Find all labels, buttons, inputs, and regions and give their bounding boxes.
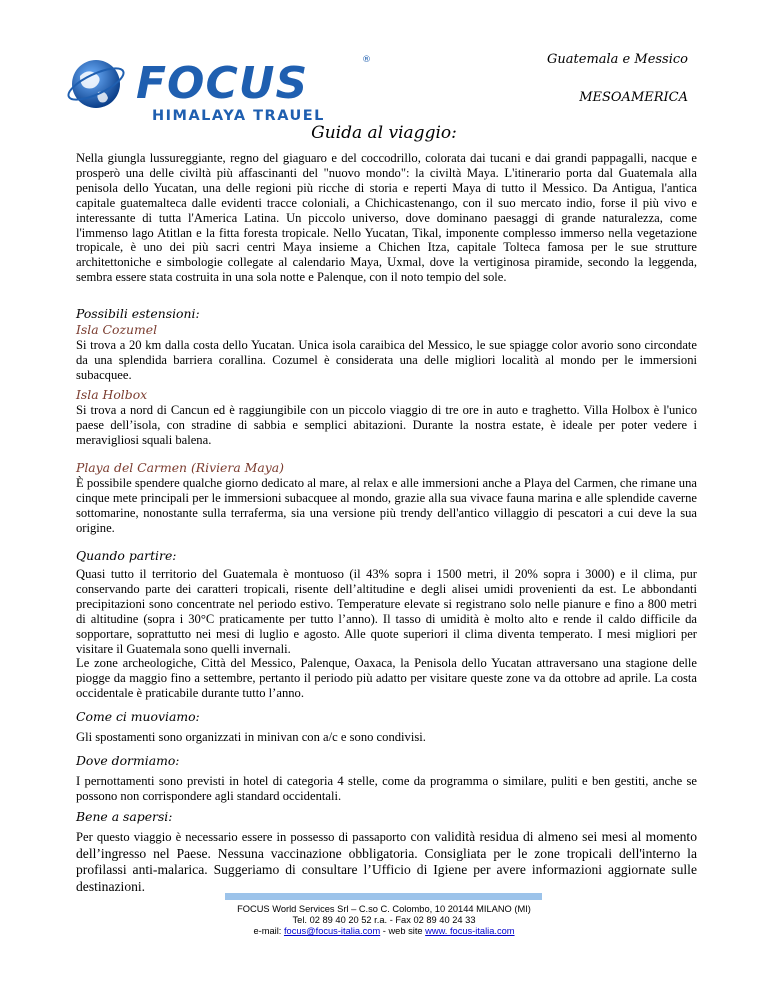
intro-section [76,151,697,285]
lodging-section [76,753,697,804]
when-paragraph-1: Quasi tutto il territorio del Guatemala è montuoso (il 43% sopra i 1500 metri, il 20% sopra i 3000) e il clima, pur conservando parte dei caratteri tropicali, risente dell’altitudine e degli alisei umidi provenienti da est. Le abbondanti precipitazioni sono concentrate nel periodo estivo. Temperature elevate si registrano solo nelle pianure e fino a 800 metri di altitudine (sopra i 30°C praticamente per tutto l’anno). Il tasso di umidità è molto alto e rende il caldo difficile da sopportare, soprattutto nei mesi di luglio e agosto. Alle quote superiori il clima diventa temperato. I mesi migliori per visitare il Guatemala sono quelli invernali. [76,567,697,656]
header-region: MESOAMERICA [579,90,688,105]
transport-text: Gli spostamenti sono organizzati in minivan con a/c e sono condivisi. [76,730,426,744]
transport-heading: Come ci muoviamo: [76,709,200,724]
footer-line-3 [0,926,768,937]
intro-paragraph: Nella giungla lussureggiante, regno del giaguaro e del coccodrillo, colorata dai tucani e dai grandi pappagalli, nacque e prosperò una delle civiltà più affascinanti del "nuovo mondo": la civiltà Maya. L'itinerario porta dal Guatemala alla penisola dello Yucatan, una delle regioni più ricche di storia e reperti Maya di tutto il Messico. Da Antigua, l'antica capitale guatemalteca dalle evidenti tracce coloniali, a Chichicastenango, con il suo mercato indio, forse il più vivo e interessante di tutta l'America Latina. Un piccolo universo, dove dominano paesaggi di grande naturalezza, come l'immenso lago Atitlan e la fitta foresta tropicale. Nello Yucatan, Tikal, imponente complesso immerso nella vegetazione tropicale, è uno dei più sacri centri Maya insieme a Chichen Itza, capitale Tolteca famosa per le sue strutture architettoniche e simbologie collegate al calendario Maya, Uxmal, dove la vertiginosa piramide, secondo la leggenda, sembra essere stata costruita in una sola notte e Palenque, con il noto tempio del sole. [76,151,697,285]
header-country: Guatemala e Messico [547,52,688,67]
extensions-section [76,306,697,383]
extension-holbox [76,387,697,448]
document-title: Guida al viaggio: [311,123,457,143]
lodging-heading: Dove dormiamo: [76,753,180,768]
when-section [76,548,697,701]
good-to-know-section [76,809,697,895]
good-to-know-text-start: Per questo viaggio è necessario essere in possesso di passaporto [76,830,407,844]
good-to-know-text [76,829,697,895]
footer-line-1: FOCUS World Services Srl – C.so C. Colombo, 10 20144 MILANO (MI) [237,904,531,914]
email-label: e-mail: [253,926,282,936]
logo-tagline: HIMALAYA TRAUEL [152,108,325,124]
logo-brand: FOCUS [136,58,309,109]
email-link[interactable]: focus@focus-italia.com [283,926,381,936]
footer-divider-bar [225,893,542,900]
footer-line-2: Tel. 02 89 40 20 52 r.a. - Fax 02 89 40 24 33 [292,915,476,925]
when-paragraph-2: Le zone archeologiche, Città del Messico, Palenque, Oaxaca, la Penisola dello Yucatan attraversano una stagione delle piogge da maggio fino a settembre, pertanto il periodo più adatto per visitare queste zone va da ottobre ad aprile. La costa occidentale è praticabile durante tutto l’anno. [76,656,697,701]
extension-text-playa: È possibile spendere qualche giorno dedicato al mare, al relax e alle immersioni anche a Playa del Carmen, che rimane una cinque mete principali per le immersioni subacquee al mondo, grazie alla sua vivace fauna marina e alle splendide caverne sottomarine, nonostante sulla terraferma, sia una versione più trendy dell'antico villaggio di pescatori a cui deve la sua origine. [76,476,697,535]
extension-title-holbox: Isla Holbox [76,387,148,402]
registered-mark: ® [362,55,371,65]
extension-playa [76,460,697,536]
website-link[interactable]: www. focus-italia.com [425,926,515,936]
extension-text-holbox: Si trova a nord di Cancun ed è raggiungibile con un piccolo viaggio di tre ore in auto e traghetto. Villa Holbox è l'unico paese dell’isola, con stradine di sabbia e semplici abitazioni. Durante la nostra estate, è ideale per poter vedere i meravigliosi squali balena. [76,403,697,447]
good-to-know-heading: Bene a sapersi: [76,809,173,824]
extension-title-cozumel: Isla Cozumel [76,322,158,337]
web-label: - web site [380,926,426,936]
transport-section [76,709,697,745]
focus-himalaya-logo [66,40,384,124]
globe-icon [66,60,127,108]
extensions-heading: Possibili estensioni: [76,306,200,321]
when-heading: Quando partire: [76,548,177,563]
extension-text-cozumel: Si trova a 20 km dalla costa dello Yucatan. Unica isola caraibica del Messico, le sue spiagge color avorio sono circondate da una splendida barriera corallina. Cozumel è considerata una delle migliori località al mondo per le immersioni subacquee. [76,338,697,382]
extension-title-playa: Playa del Carmen (Riviera Maya) [76,460,284,475]
lodging-text: I pernottamenti sono previsti in hotel di categoria 4 stelle, come da programma o similare, puliti e ben gestiti, anche se possono non corrispondere agli standard occidentali. [76,774,697,803]
good-to-know-text-rest: con validità residua di almeno sei mesi al momento dell’ingresso nel Paese. Nessuna vaccinazione obbligatoria. Consigliata per le zone tropicali dell'interno la profilassi anti-malarica. Suggeriamo di consultare l’Ufficio di Igiene per avere informazioni aggiornate sulle destinazioni. [76,829,697,894]
